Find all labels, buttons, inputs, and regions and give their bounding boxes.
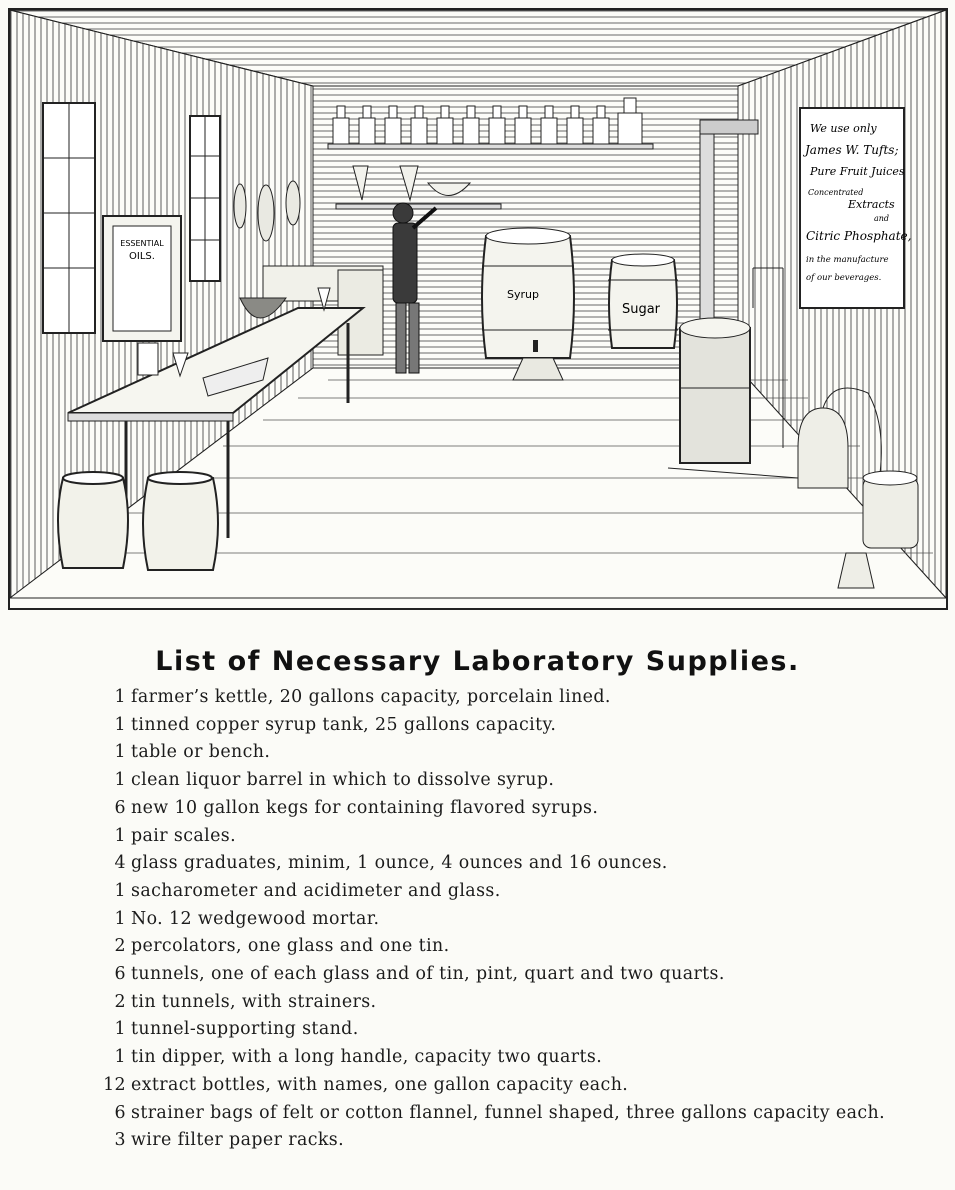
- list-item: [96, 878, 886, 906]
- sign-line-6: and: [874, 214, 890, 223]
- item-description: tunnel-supporting stand.: [131, 1019, 359, 1040]
- list-item: [96, 1072, 886, 1100]
- item-quantity: 1: [114, 880, 126, 901]
- item-description: table or bench.: [131, 742, 271, 763]
- oils-cabinet: [103, 216, 181, 341]
- item-quantity: 12: [103, 1074, 126, 1095]
- item-description: tunnels, one of each glass and of tin, pint, quart and two quarts.: [131, 964, 725, 985]
- sign-line-5: Extracts: [848, 198, 895, 211]
- sign-line-8: in the manufacture: [806, 255, 889, 265]
- supply-list: [96, 684, 886, 1155]
- left-window: [43, 103, 95, 333]
- list-item: [96, 933, 886, 961]
- item-description: new 10 gallon kegs for containing flavored syrups.: [131, 797, 599, 818]
- item-description: percolators, one glass and one tin.: [131, 936, 450, 957]
- item-description: glass graduates, minim, 1 ounce, 4 ounces and 16 ounces.: [131, 853, 668, 874]
- list-item: [96, 906, 886, 934]
- item-description: tin tunnels, with strainers.: [131, 991, 377, 1012]
- item-description: No. 12 wedgewood mortar.: [131, 908, 380, 929]
- item-quantity: 1: [114, 714, 126, 735]
- list-item: [96, 795, 886, 823]
- list-item: [96, 1100, 886, 1128]
- page-title: List of Necessary Laboratory Supplies.: [155, 646, 800, 678]
- item-description: tinned copper syrup tank, 25 gallons capacity.: [131, 714, 557, 735]
- item-quantity: 1: [114, 770, 126, 791]
- list-item: [96, 684, 886, 712]
- item-description: clean liquor barrel in which to dissolve syrup.: [131, 770, 555, 791]
- list-item: [96, 989, 886, 1017]
- item-description: tin dipper, with a long handle, capacity two quarts.: [131, 1047, 603, 1068]
- item-quantity: 1: [114, 1019, 126, 1040]
- cabinet-label-2: OILS.: [129, 251, 155, 262]
- item-quantity: 4: [114, 853, 126, 874]
- item-quantity: 1: [114, 1047, 126, 1068]
- item-quantity: 1: [114, 742, 126, 763]
- list-item: [96, 850, 886, 878]
- barrel-label-syrup: Syrup: [507, 288, 539, 301]
- item-quantity: 2: [114, 991, 126, 1012]
- barrel-label-sugar: Sugar: [621, 302, 661, 317]
- right-window: [190, 116, 220, 281]
- sign-line-3: Pure Fruit Juices: [810, 165, 905, 178]
- syrup-barrel: [482, 228, 574, 380]
- list-item: [96, 767, 886, 795]
- list-item: [96, 961, 886, 989]
- sign-line-2: James W. Tufts;: [805, 143, 899, 157]
- item-description: strainer bags of felt or cotton flannel, funnel shaped, three gallons capacity each.: [131, 1102, 886, 1123]
- juice-sign: [800, 108, 911, 308]
- item-description: wire filter paper racks.: [131, 1130, 345, 1151]
- sign-line-7: Citric Phosphate,: [806, 229, 912, 243]
- sugar-barrel: [608, 254, 678, 348]
- item-quantity: 3: [114, 1130, 126, 1151]
- list-item: [96, 1127, 886, 1155]
- item-description: farmer’s kettle, 20 gallons capacity, porcelain lined.: [131, 687, 611, 707]
- laboratory-illustration: [8, 8, 948, 610]
- item-description: pair scales.: [131, 825, 237, 846]
- list-item: [96, 1044, 886, 1072]
- list-item: [96, 739, 886, 767]
- sign-line-4: Concentrated: [808, 188, 864, 197]
- item-quantity: 1: [114, 687, 126, 707]
- item-quantity: 1: [114, 825, 126, 846]
- item-quantity: 6: [114, 1102, 126, 1123]
- sign-line-1: We use only: [810, 122, 877, 135]
- list-item: [96, 712, 886, 740]
- item-quantity: 6: [114, 964, 126, 985]
- item-quantity: 6: [114, 797, 126, 818]
- item-description: sacharometer and acidimeter and glass.: [131, 880, 501, 901]
- item-quantity: 2: [114, 936, 126, 957]
- cabinet-label-1: ESSENTIAL: [120, 239, 164, 248]
- list-item: [96, 823, 886, 851]
- list-item: [96, 1016, 886, 1044]
- item-quantity: 1: [114, 908, 126, 929]
- item-description: extract bottles, with names, one gallon capacity each.: [131, 1074, 629, 1095]
- sign-line-9: of our beverages.: [806, 273, 882, 283]
